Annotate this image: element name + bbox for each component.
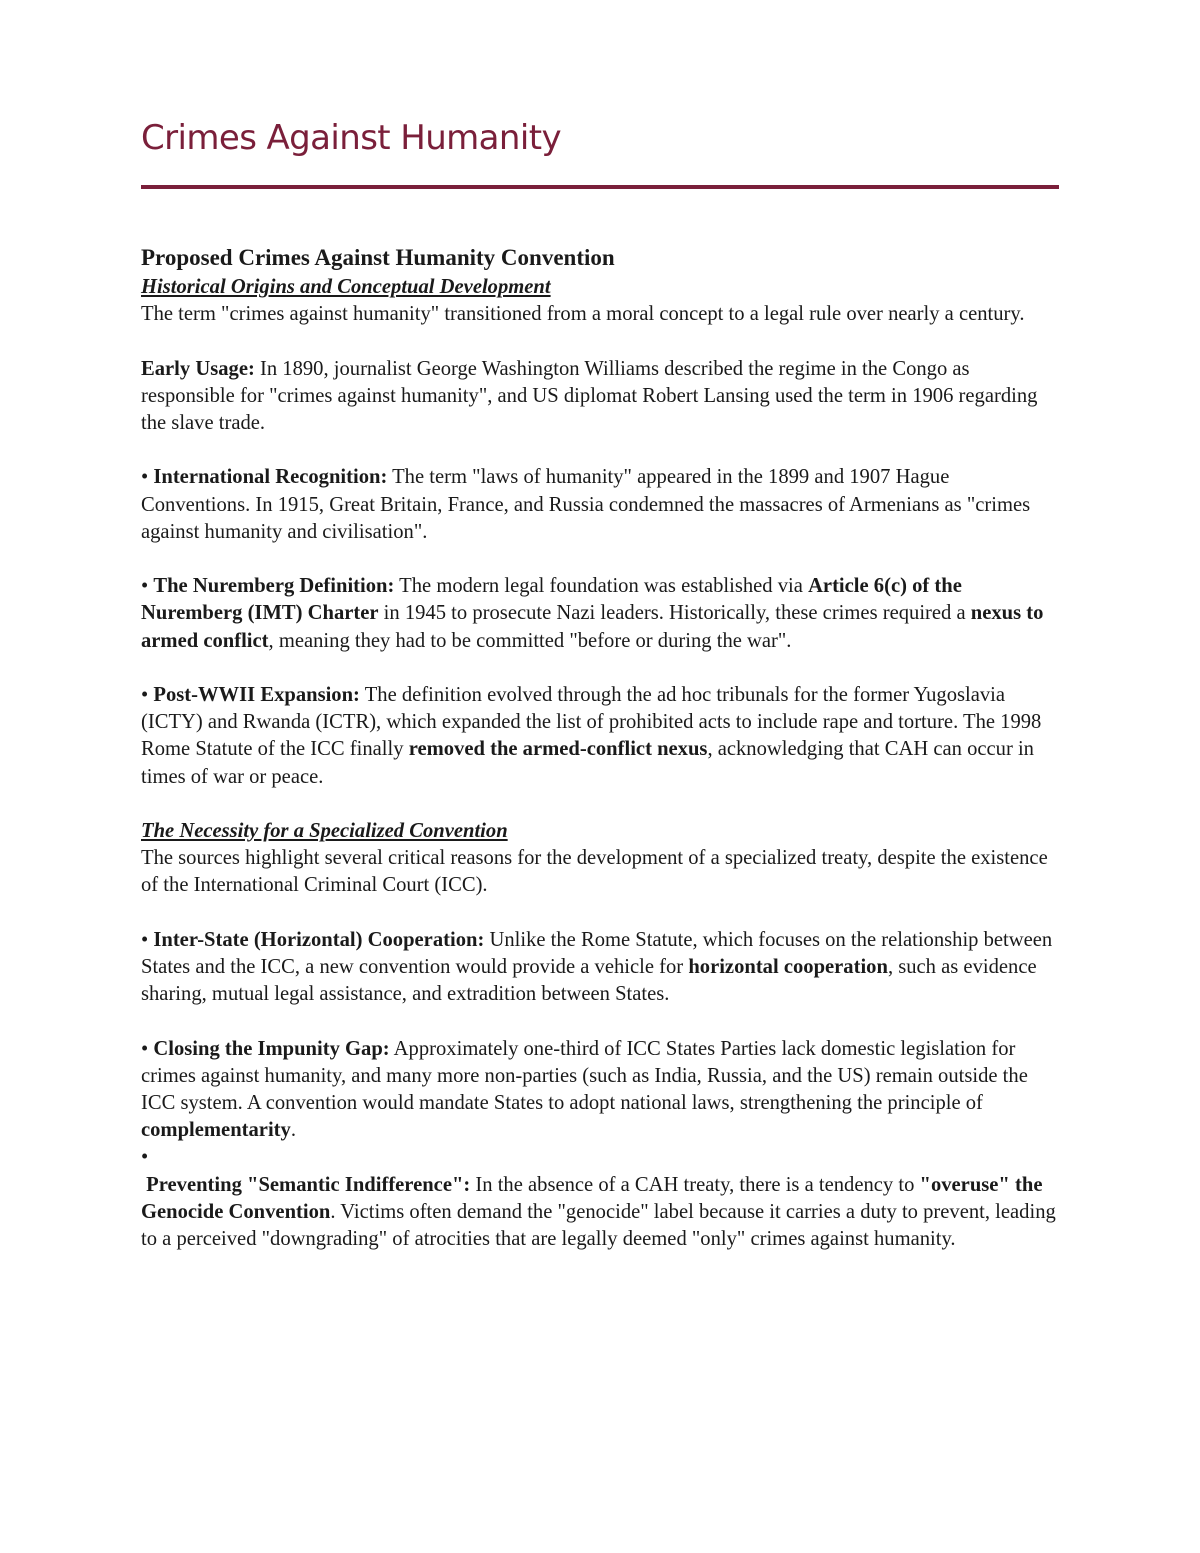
impunity-gap-paragraph (141, 1036, 1059, 1145)
nuremberg-bold-2: nexus to armed conflict (141, 602, 1044, 652)
impunity-gap-label: Closing the Impunity Gap: (153, 1037, 390, 1060)
impunity-gap-text-1: Approximately one-third of ICC States Parties lack domestic legislation for crimes against humanity, and many more non-parties (such as India, Russia, and the US) remain outside the ICC system. A convention would mandate States to adopt national laws, strengthening the principle of (141, 1037, 1028, 1114)
post-wwii-text-1: The definition evolved through the ad hoc tribunals for the former Yugoslavia (ICTY) and Rwanda (ICTR), which expanded the list of prohibited acts to include rape and torture. The 1998 Rome Statute of the ICC finally (141, 683, 1042, 761)
subheading-necessity: The Necessity for a Specialized Convention (141, 819, 508, 842)
post-wwii-paragraph (141, 682, 1059, 791)
semantic-text-2: . Victims often demand the "genocide" label because it carries a duty to prevent, leading to a perceived "downgrading" of atrocities that are legally deemed "only" crimes against humanity. (141, 1200, 1056, 1250)
international-recognition-text: The term "laws of humanity" appeared in the 1899 and 1907 Hague Conventions. In 1915, Great Britain, France, and Russia condemned the massacres of Armenians as "crimes against humanity and civilisation". (141, 466, 1031, 543)
early-usage-paragraph (141, 356, 1059, 438)
inter-state-paragraph (141, 927, 1059, 1009)
semantic-bullet-line: • (141, 1146, 149, 1169)
nuremberg-text-1: The modern legal foundation was established via (394, 575, 809, 598)
impunity-gap-text-2: . (290, 1119, 296, 1142)
section-heading: Proposed Crimes Against Humanity Convention (141, 245, 615, 270)
nuremberg-text-3: , meaning they had to be committed "before or during the war". (268, 629, 792, 652)
semantic-text-1: In the absence of a CAH treaty, there is a tendency to (470, 1173, 920, 1196)
inter-state-bold-1: horizontal cooperation (688, 955, 888, 978)
inter-state-text-2: , such as evidence sharing, mutual legal assistance, and extradition between States. (141, 955, 1037, 1006)
inter-state-text-1: Unlike the Rome Statute, which focuses on the relationship between States and the ICC, a new convention would provide a vehicle for (141, 928, 1053, 978)
historical-intro-paragraph: The term "crimes against humanity" transitioned from a moral concept to a legal rule over nearly a century. (141, 303, 1025, 326)
bullet: • (141, 928, 154, 951)
document-title: Crimes Against Humanity (141, 118, 561, 158)
semantic-paragraph (141, 1172, 1059, 1254)
nuremberg-paragraph (141, 573, 1059, 655)
title-divider (141, 185, 1059, 189)
post-wwii-label: Post-WWII Expansion: (153, 683, 360, 706)
necessity-intro-paragraph: The sources highlight several critical reasons for the development of a specialized treaty, despite the existence of the International Criminal Court (ICC). (141, 847, 1048, 897)
early-usage-label: Early Usage: (141, 357, 255, 380)
post-wwii-bold-1: removed the armed-conflict nexus (408, 738, 708, 761)
post-wwii-text-2: , acknowledging that CAH can occur in times of war or peace. (141, 738, 1034, 788)
nuremberg-label: The Nuremberg Definition: (153, 575, 395, 598)
bullet: • (141, 683, 154, 706)
semantic-label: Preventing "Semantic Indifference": (146, 1173, 471, 1196)
impunity-gap-bold-1: complementarity (141, 1119, 291, 1142)
early-usage-text: In 1890, journalist George Washington Williams described the regime in the Congo as responsible for "crimes against humanity", and US diplomat Robert Lansing used the term in 1906 regarding the slave trade. (141, 357, 1038, 434)
semantic-bold-1: "overuse" the Genocide Convention (141, 1173, 1043, 1223)
international-recognition-paragraph (141, 464, 1059, 546)
nuremberg-bold-1: Article 6(c) of the Nuremberg (IMT) Charter (141, 575, 962, 625)
international-recognition-label: International Recognition: (153, 466, 388, 489)
inter-state-label: Inter-State (Horizontal) Cooperation: (153, 928, 485, 951)
bullet: • (141, 575, 154, 598)
bullet: • (141, 1037, 154, 1060)
document-body (141, 242, 1059, 1253)
nuremberg-text-2: in 1945 to prosecute Nazi leaders. Historically, these crimes required a (378, 602, 971, 625)
subheading-historical-origins: Historical Origins and Conceptual Development (141, 276, 551, 298)
bullet: • (141, 466, 154, 489)
